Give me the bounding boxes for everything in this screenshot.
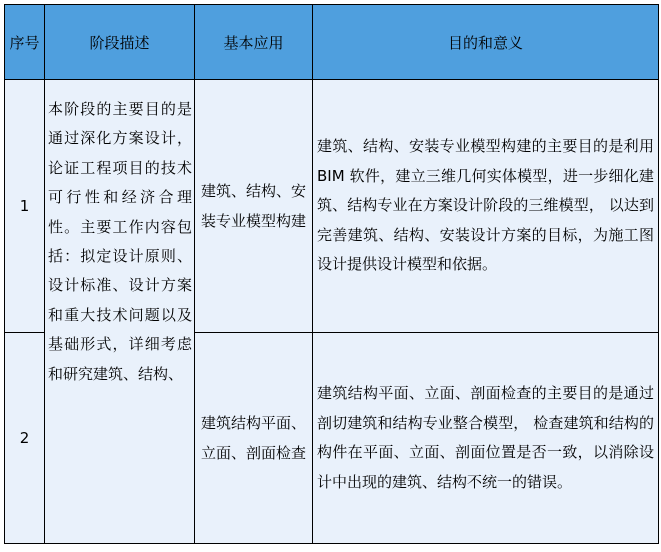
table-row — [5, 80, 659, 333]
header-row — [5, 5, 659, 80]
row-index: 1 — [5, 80, 45, 333]
header-stage-description: 阶段描述 — [45, 5, 195, 80]
stage-description-cell: 本阶段的主要目的是通过深化方案设计，论证工程项目的技术可行性和经济合理性。主要工作内容包括：拟定设计原则、设计标准、设计方案和重大技术问题以及基础形式，详细考虑和研究建筑、结构、 — [45, 80, 195, 544]
header-application: 基本应用 — [195, 5, 313, 80]
application-cell: 建筑、结构、安装专业模型构建 — [195, 80, 313, 333]
application-cell: 建筑结构平面、立面、剖面检查 — [195, 333, 313, 544]
purpose-cell: 建筑结构平面、立面、剖面检查的主要目的是通过剖切建筑和结构专业整合模型， 检查建筑和结构的构件在平面、立面、剖面位置是否一致，以消除设计中出现的建筑、结构不统一的错误。 — [313, 333, 659, 544]
header-index: 序号 — [5, 5, 45, 80]
header-purpose: 目的和意义 — [313, 5, 659, 80]
stage-table-container — [4, 4, 659, 544]
row-index: 2 — [5, 333, 45, 544]
purpose-cell: 建筑、结构、安装专业模型构建的主要目的是利用 BIM 软件，建立三维几何实体模型，进一步细化建筑、结构专业在方案设计阶段的三维模型， 以达到完善建筑、结构、安装设计方案的目标，为施工图设计提供设计模型和依据。 — [313, 80, 659, 333]
bim-stage-table — [4, 4, 659, 544]
